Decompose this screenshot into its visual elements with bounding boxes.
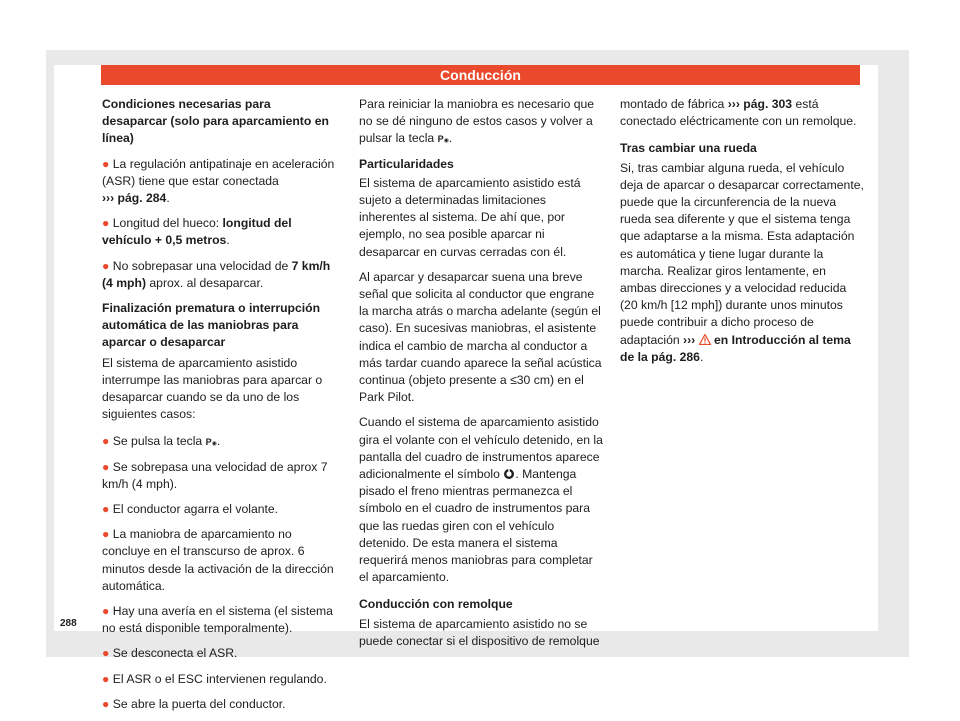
paragraph: El sistema de aparcamiento asistido no se puede conectar si el dispositivo de remolque (359, 616, 600, 648)
page-link[interactable]: ››› pág. 284 (102, 191, 167, 206)
column-2 (359, 96, 604, 658)
paragraph: Si, tras cambiar alguna rueda, el vehículo deja de aparcar o desaparcar correctamente, puede que la circunferencia de la nueva rueda sea diferente y que el sistema tenga que adaptarse a la misma. Esta adaptación es automática y tiene lugar durante la marcha. Realizar giros lentamente, en ambas direcciones y a velocidad reducida (20 km/h [12 mph]) durante unos minutos puede contribuir a dicho proceso de adaptación ››› en Introducción al tema de la pág. 286. (620, 160, 864, 364)
list-item: ● Se abre la puerta del conductor. (102, 696, 286, 711)
list-item: ● Se pulsa la tecla P◉. (102, 434, 221, 449)
page-number: 288 (60, 618, 77, 629)
section-header: Conducción (101, 65, 860, 85)
list-item: ● Se desconecta el ASR. (102, 646, 238, 661)
list-item: ● Longitud del hueco: longitud del vehículo + 0,5 metros. (102, 216, 292, 248)
list-item: ● El conductor agarra el volante. (102, 502, 279, 517)
park-key-icon: P◉ (205, 437, 217, 448)
heading-particularidades: Particularidades (359, 156, 454, 171)
park-key-icon: P◉ (437, 134, 449, 145)
page-link[interactable]: en Introducción al tema de la pág. 286 (620, 332, 851, 364)
list-item: ● La regulación antipatinaje en aceleración (ASR) tiene que estar conectada ››› pág. 284. (102, 156, 335, 206)
paragraph: El sistema de aparcamiento asistido interrumpe las maniobras para aparcar o desaparcar cuando se da uno de los siguientes casos: (102, 355, 323, 422)
paragraph: Al aparcar y desaparcar suena una breve señal que solicita al conductor que engrane la marcha atrás o marcha adelante (según el caso). En sucesivas maniobras, el asistente indica el cambio de marcha al conductor a más tardar cuando aparece la señal acústica continua (objeto presente a ≤30 cm) en el Park Pilot. (359, 269, 602, 405)
column-1 (102, 96, 338, 721)
list-item: ● El ASR o el ESC intervienen regulando. (102, 671, 327, 686)
list-item: ● Se sobrepasa una velocidad de aprox 7 km/h (4 mph). (102, 459, 328, 491)
heading-desaparcar: Condiciones necesarias para desaparcar (solo para aparcamiento en línea) (102, 97, 329, 146)
list-item: ● La maniobra de aparcamiento no concluye en el transcurso de aprox. 6 minutos desde la activación de la dirección automática. (102, 527, 334, 593)
heading-rueda: Tras cambiar una rueda (620, 141, 757, 156)
paragraph: El sistema de aparcamiento asistido está sujeto a determinadas limitaciones inherentes al sistema. De ahí que, por ejemplo, no sea posible aparcar ni desaparcar en curvas cerradas con él. (359, 175, 581, 259)
list-item: ● No sobrepasar una velocidad de 7 km/h (4 mph) aprox. al desaparcar. (102, 258, 331, 290)
paragraph: montado de fábrica ››› pág. 303 está conectado eléctricamente con un remolque. (620, 97, 857, 129)
heading-finalizacion: Finalización prematura o interrupción automática de las maniobras para aparcar o desaparcar (102, 301, 321, 350)
warning-icon (699, 334, 711, 345)
heading-remolque: Conducción con remolque (359, 597, 513, 612)
steering-brake-icon (503, 468, 515, 480)
paragraph: Cuando el sistema de aparcamiento asistido gira el volante con el vehículo detenido, en la pantalla del cuadro de instrumentos aparece adicionalmente el símbolo . Mantenga pisado el freno mientras permanezca el símbolo en el cuadro de instrumentos para que las ruedas giren con el vehículo detenido. De esta manera el sistema requerirá menos maniobras para completar el aparcamiento. (359, 415, 603, 585)
list-item: ● Hay una avería en el sistema (el sistema no está disponible temporalmente). (102, 604, 333, 636)
paragraph: Para reiniciar la maniobra es necesario que no se dé ninguno de estos casos y volver a pulsar la tecla P◉. (359, 97, 595, 146)
page-link[interactable]: ››› pág. 303 (727, 97, 793, 111)
column-3 (620, 96, 865, 374)
